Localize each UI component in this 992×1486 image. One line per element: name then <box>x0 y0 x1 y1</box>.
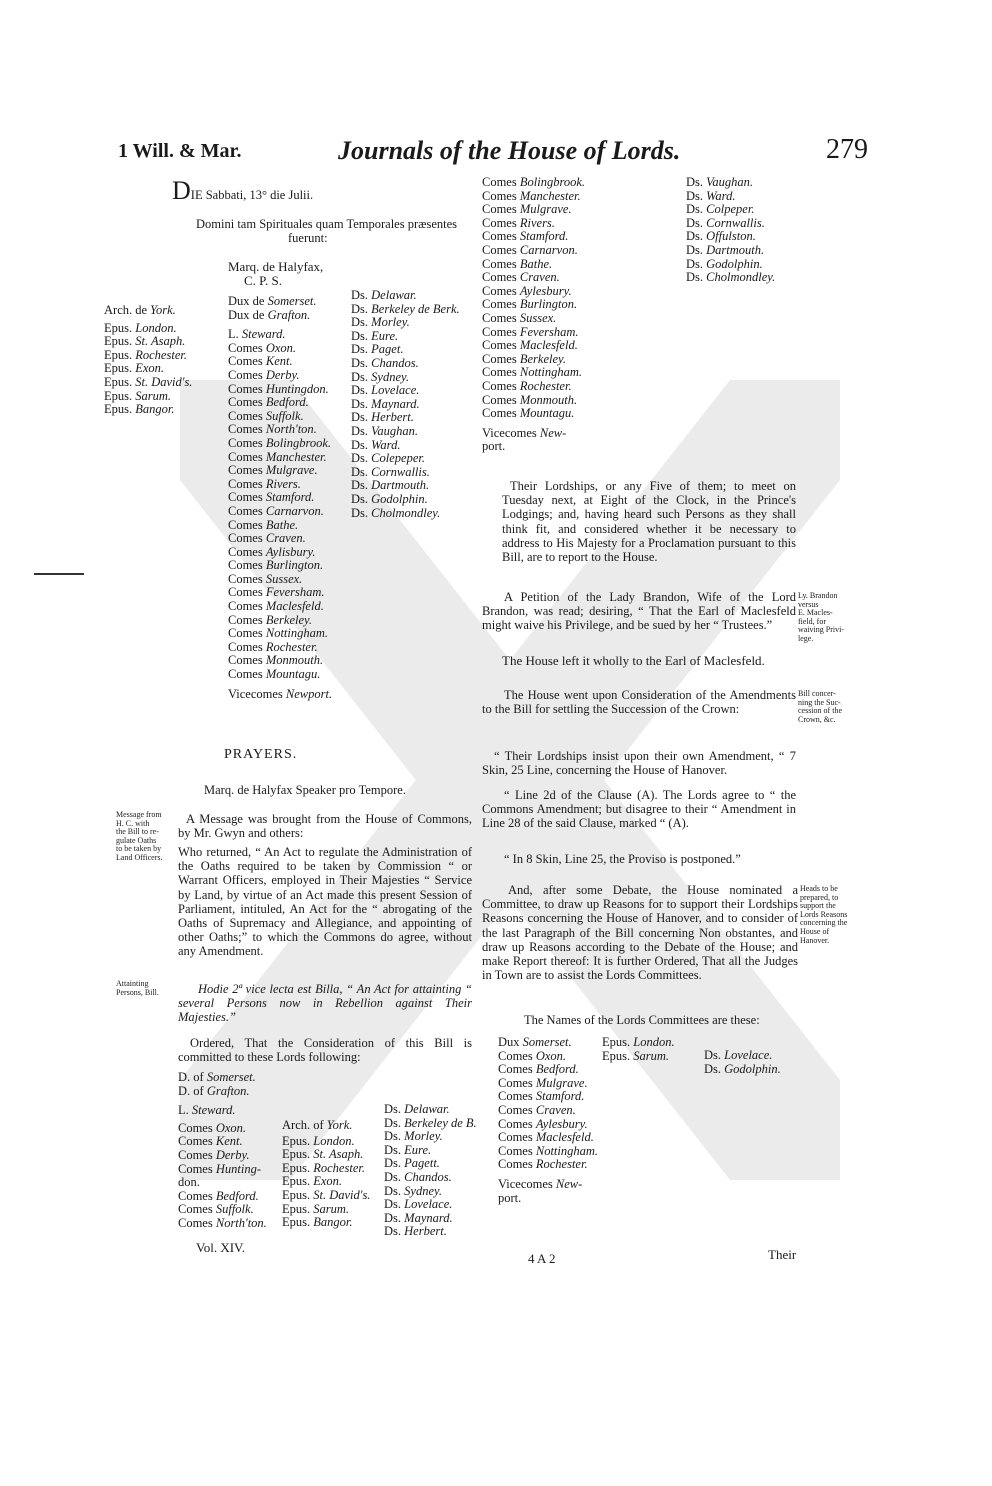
barons-present-entry: Ds. Cholmondley. <box>351 505 441 520</box>
committee1-col2-entry: Epus. Bangor. <box>282 1215 353 1230</box>
committee2-col1-entry: port. <box>498 1190 522 1205</box>
peers-present-entry: Comes Nottingham. <box>228 626 329 641</box>
committee2-col2-entry: Epus. Sarum. <box>602 1048 670 1063</box>
committee2-col1-entry: Comes Craven. <box>498 1102 576 1117</box>
barons-present-entry: Ds. Lovelace. <box>351 383 420 398</box>
committee1-col3-entry: Ds. Berkeley de B. <box>384 1115 477 1130</box>
peers-present-entry: Comes Sussex. <box>228 571 303 586</box>
message-paragraph: A Message was brought from the House of Commons, by Mr. Gwyn and others: <box>178 812 472 841</box>
committee-2-bishops <box>602 1036 675 1063</box>
attainting-paragraph: Hodie 2ª vice lecta est Billa, “ An Act for attainting “ several Persons now in Rebellion against Their Majesties.” <box>178 982 472 1025</box>
committee1-col3-entry: Ds. Pagett. <box>384 1156 440 1171</box>
peers-present-entry: Comes Rivers. <box>228 476 301 491</box>
committee-cont-col1-entry: Comes Rochester. <box>482 378 572 393</box>
present-heading-2: fuerunt: <box>288 231 328 245</box>
committee2-col1-entry: Comes Rochester. <box>498 1157 588 1172</box>
peers-present-entry: Comes Suffolk. <box>228 408 304 423</box>
committee1-col1-entry: don. <box>178 1175 200 1190</box>
committee1-col3-entry: Ds. Chandos. <box>384 1169 452 1184</box>
bishops-present-list <box>104 304 192 417</box>
peers-present-entry: L. Steward. <box>228 327 286 342</box>
barons-present-entry: Ds. Cornwallis. <box>351 464 430 479</box>
barons-present-entry: Ds. Morley. <box>351 315 410 330</box>
bishops-present-entry: Epus. St. David's. <box>104 374 193 389</box>
brandon-petition-paragraph: A Petition of the Lady Brandon, Wife of the Lord Brandon, was read; desiring, “ That the Earl of Maclesfeld might waive his Privilege, and be sued by her “ Trustees.” <box>482 590 796 633</box>
committee-1-barons <box>384 1103 477 1239</box>
peers-present-entry: Comes Berkeley. <box>228 612 313 627</box>
committee2-col2-entry: Epus. London. <box>602 1035 675 1049</box>
committee-1-peers <box>178 1071 267 1231</box>
running-head-left: 1 Will. & Mar. <box>118 140 242 162</box>
committee1-col2-entry: Epus. St. Asaph. <box>282 1147 364 1162</box>
committee-cont-col2-entry: Ds. Offulston. <box>686 229 756 244</box>
committee-cont-col1-entry: Comes Bolingbrook. <box>482 175 586 189</box>
barons-present-entry: Ds. Colepeper. <box>351 451 425 466</box>
committee-cont-col1-entry: Comes Burlington. <box>482 297 578 312</box>
committee1-col3-entry: Ds. Delawar. <box>384 1102 450 1116</box>
committee-cont-col1-entry: Vicecomes New- <box>482 425 567 440</box>
barons-present-entry: Ds. Sydney. <box>351 369 409 384</box>
committee1-col1-entry: L. Steward. <box>178 1103 236 1118</box>
peers-present-entry: Comes Aylisbury. <box>228 544 316 559</box>
drop-cap: D <box>172 176 191 205</box>
committee1-col3-entry: Ds. Herbert. <box>384 1224 447 1239</box>
committee2-col1-entry: Comes Oxon. <box>498 1048 567 1063</box>
signature-mark: 4 A 2 <box>528 1251 556 1266</box>
committee-cont-col1-entry: Comes Rivers. <box>482 215 555 230</box>
ordered-paragraph: Ordered, That the Consideration of this Bill is committed to these Lords following: <box>178 1036 472 1065</box>
proviso-line: “ In 8 Skin, Line 25, the Proviso is postponed.” <box>504 852 741 866</box>
committee-cont-col2-entry: Ds. Cholmondley. <box>686 270 776 285</box>
committee-continued-barons <box>686 176 775 285</box>
page-number: 279 <box>826 134 868 165</box>
committee-cont-col1-entry: Comes Mountagu. <box>482 406 575 421</box>
margin-note-heads: Heads to be prepared, to support the Lords Reasons concerning the House of Hanover. <box>800 884 848 945</box>
committee1-col2-entry: Epus. Rochester. <box>282 1160 365 1175</box>
peers-present-entry: Comes Stamford. <box>228 490 315 505</box>
committee2-col1-entry: Comes Maclesfeld. <box>498 1130 594 1145</box>
committee-cont-col1-entry: Comes Aylesbury. <box>482 283 572 298</box>
bishops-present-entry: Epus. London. <box>104 320 177 335</box>
committee1-col1-entry: Comes Bedford. <box>178 1188 259 1203</box>
barons-present-entry: Ds. Vaughan. <box>351 423 419 438</box>
speaker-name: Marq. de Halyfax, <box>228 259 324 274</box>
committee1-col1-entry: Comes Suffolk. <box>178 1202 254 1217</box>
succession-paragraph: The House went upon Consideration of the Amendments to the Bill for settling the Succession of the Crown: <box>482 688 796 717</box>
peers-present-entry: Comes Monmouth. <box>228 653 324 668</box>
committee2-col3-entry: Ds. Lovelace. <box>704 1048 773 1062</box>
peers-present-entry: Comes Oxon. <box>228 340 297 355</box>
peers-present-entry: Comes Maclesfeld. <box>228 599 324 614</box>
date-line <box>172 176 314 205</box>
catchword: Their <box>768 1247 797 1262</box>
committee1-col3-entry: Ds. Sydney. <box>384 1183 442 1198</box>
committee1-col1-entry: Comes Kent. <box>178 1134 243 1149</box>
barons-present-entry: Ds. Delawar. <box>351 288 417 302</box>
barons-present-entry: Ds. Maynard. <box>351 396 420 411</box>
peers-present-entry: Vicecomes Newport. <box>228 686 333 701</box>
barons-present-entry: Ds. Ward. <box>351 437 401 452</box>
committee1-col2-entry: Epus. London. <box>282 1133 355 1148</box>
margin-note-succession: Bill concer- ning the Suc- cession of the Crown, &c. <box>798 689 842 724</box>
peers-present-entry: Dux de Somerset. <box>228 294 317 308</box>
bishops-present-entry: Arch. de York. <box>104 303 176 317</box>
volume-number: Vol. XIV. <box>196 1240 246 1255</box>
committee1-col1-entry: Comes Derby. <box>178 1147 250 1162</box>
insist-paragraph: “ Their Lordships insist upon their own Amendment, “ 7 Skin, 25 Line, concerning the House of Hanover. <box>482 749 796 778</box>
peers-present-entry: Comes Burlington. <box>228 558 324 573</box>
peers-present-entry: Comes Derby. <box>228 367 300 382</box>
committee-2-peers <box>498 1036 598 1205</box>
speaker-pro-tempore: Marq. de Halyfax Speaker pro Tempore. <box>204 783 406 797</box>
committee2-col1-entry: Dux Somerset. <box>498 1035 572 1049</box>
peers-present-list <box>228 295 332 701</box>
committee-cont-col1-entry: Comes Nottingham. <box>482 365 583 380</box>
barons-present-entry: Ds. Eure. <box>351 328 399 343</box>
committee1-col2-entry: Arch. of York. <box>282 1118 353 1132</box>
margin-note-message: Message from H. C. with the Bill to re- gulate Oaths to be taken by Land Officers. <box>116 810 163 862</box>
lordships-paragraph: Their Lordships, or any Five of them; to meet on Tuesday next, at Eight of the Clock, in the Prince's Lodgings; and, having heard such Persons as they shall think fit, and considered whether it be necessary to address to His Majesty for a Proclamation pursuant to this Bill, are to report to the House. <box>502 479 796 565</box>
bishops-present-entry: Epus. St. Asaph. <box>104 334 186 349</box>
speaker-title: C. P. S. <box>244 273 282 288</box>
peers-present-entry: Comes Mulgrave. <box>228 463 318 478</box>
present-heading: Domini tam Spirituales quam Temporales præsentes <box>196 217 458 231</box>
barons-present-entry: Ds. Herbert. <box>351 410 414 425</box>
bishops-present-entry: Epus. Bangor. <box>104 402 175 417</box>
debate-paragraph: And, after some Debate, the House nominated a Committee, to draw up Reasons for to support their Lordships Reasons concerning the House of Hanover, and to consider of the last Paragraph of the Bill concerning Non obstantes, and draw up Reasons according to the Debate of the House; and make Report thereof: It is further Ordered, That all the Judges in Town are to assist the Lords Committees. <box>482 883 798 983</box>
committee-cont-col1-entry: Comes Berkeley. <box>482 351 567 366</box>
committee-cont-col1-entry: port. <box>482 439 506 454</box>
committee2-col1-entry: Comes Stamford. <box>498 1089 585 1104</box>
barons-present-list <box>351 289 460 520</box>
committee2-col3-entry: Ds. Godolphin. <box>704 1061 781 1076</box>
committee-cont-col1-entry: Comes Sussex. <box>482 310 557 325</box>
committee-cont-col1-entry: Comes Stamford. <box>482 229 569 244</box>
peers-present-entry: Comes North'ton. <box>228 422 317 437</box>
peers-present-entry: Comes Mountagu. <box>228 667 321 682</box>
committee1-col3-entry: Ds. Morley. <box>384 1129 443 1144</box>
committee2-col1-entry: Vicecomes New- <box>498 1176 583 1191</box>
committee-cont-col1-entry: Comes Feversham. <box>482 324 579 339</box>
bishops-present-entry: Epus. Rochester. <box>104 347 187 362</box>
committee1-col2-entry: Epus. St. David's. <box>282 1187 371 1202</box>
committee2-col1-entry: Comes Bedford. <box>498 1062 579 1077</box>
committee1-col1-entry: D. of Grafton. <box>178 1083 250 1098</box>
peers-present-entry: Comes Feversham. <box>228 585 325 600</box>
message-returned-paragraph: Who returned, “ An Act to regulate the Administration of the Oaths required to be taken by Commission “ or Warrant Officers, employed in Their Majesties “ Service by Land, by virtue of an Act made this present Session of Parliament, intituled, An Act for the “ abrogating of the Oaths of Supremacy and Allegiance, and appointing of other Oaths;” to which the Commons do agree, without any Amendment. <box>178 845 472 959</box>
barons-present-entry: Ds. Godolphin. <box>351 491 428 506</box>
committee-cont-col2-entry: Ds. Colpeper. <box>686 202 755 217</box>
peers-present-entry: Comes Bathe. <box>228 517 299 532</box>
committee2-col1-entry: Comes Mulgrave. <box>498 1075 588 1090</box>
committee1-col3-entry: Ds. Lovelace. <box>384 1197 453 1212</box>
peers-present-entry: Comes Kent. <box>228 354 293 369</box>
running-head-title: Journals of the House of Lords. <box>338 136 681 165</box>
committee-cont-col1-entry: Comes Carnarvon. <box>482 242 578 257</box>
committee1-col3-entry: Ds. Maynard. <box>384 1210 453 1225</box>
prayers-heading: PRAYERS. <box>224 747 298 762</box>
committee2-col1-entry: Comes Nottingham. <box>498 1143 599 1158</box>
committee1-col2-entry: Epus. Sarum. <box>282 1201 350 1216</box>
committee-continued-peers <box>482 176 585 454</box>
committee-cont-col2-entry: Ds. Ward. <box>686 188 736 203</box>
committee-cont-col1-entry: Comes Maclesfeld. <box>482 338 578 353</box>
margin-note-attainting: Attainting Persons, Bill. <box>116 979 159 997</box>
line2-paragraph: “ Line 2d of the Clause (A). The Lords agree to “ the Commons Amendment; but disagree to their “ Amendment in Line 28 of the said Clause, marked “ (A). <box>482 788 796 831</box>
peers-present-entry: Comes Bolingbrook. <box>228 435 332 450</box>
committee-cont-col1-entry: Comes Monmouth. <box>482 392 578 407</box>
committee1-col3-entry: Ds. Eure. <box>384 1142 432 1157</box>
margin-note-brandon: Ly. Brandon versus E. Macles- field, for waiving Privi- lege. <box>798 591 844 643</box>
peers-present-entry: Comes Manchester. <box>228 449 327 464</box>
committee-cont-col1-entry: Comes Bathe. <box>482 256 553 271</box>
committee1-col2-entry: Epus. Exon. <box>282 1174 343 1189</box>
committee-2-barons <box>704 1049 781 1076</box>
barons-present-entry: Ds. Berkeley de Berk. <box>351 301 460 316</box>
committee-cont-col1-entry: Comes Mulgrave. <box>482 202 572 217</box>
committee-1-bishops <box>282 1119 370 1230</box>
peers-present-entry: Comes Craven. <box>228 531 306 546</box>
peers-present-entry: Comes Huntingdon. <box>228 381 329 396</box>
barons-present-entry: Ds. Paget. <box>351 342 404 357</box>
committee-cont-col2-entry: Ds. Vaughan. <box>686 175 754 189</box>
committee-cont-col2-entry: Ds. Godolphin. <box>686 256 763 271</box>
date-text: IE Sabbati, 13° die Julii. <box>190 188 314 202</box>
committee1-col1-entry: Comes Hunting- <box>178 1161 261 1176</box>
bishops-present-entry: Epus. Sarum. <box>104 388 172 403</box>
names-heading: The Names of the Lords Committees are these: <box>524 1013 760 1027</box>
peers-present-entry: Comes Carnarvon. <box>228 503 324 518</box>
brandon-result: The House left it wholly to the Earl of Maclesfeld. <box>502 653 765 668</box>
committee1-col1-entry: D. of Somerset. <box>178 1070 256 1084</box>
peers-present-entry: Comes Bedford. <box>228 395 309 410</box>
committee1-col1-entry: Comes North'ton. <box>178 1215 267 1230</box>
peers-present-entry: Dux de Grafton. <box>228 307 311 322</box>
margin-rule <box>34 573 84 575</box>
committee-cont-col2-entry: Ds. Cornwallis. <box>686 215 765 230</box>
bishops-present-entry: Epus. Exon. <box>104 361 165 376</box>
committee2-col1-entry: Comes Aylesbury. <box>498 1116 588 1131</box>
committee-cont-col1-entry: Comes Craven. <box>482 270 560 285</box>
peers-present-entry: Comes Rochester. <box>228 639 318 654</box>
barons-present-entry: Ds. Chandos. <box>351 355 419 370</box>
committee1-col1-entry: Comes Oxon. <box>178 1120 247 1135</box>
committee-cont-col1-entry: Comes Manchester. <box>482 188 581 203</box>
barons-present-entry: Ds. Dartmouth. <box>351 478 430 493</box>
committee-cont-col2-entry: Ds. Dartmouth. <box>686 242 765 257</box>
